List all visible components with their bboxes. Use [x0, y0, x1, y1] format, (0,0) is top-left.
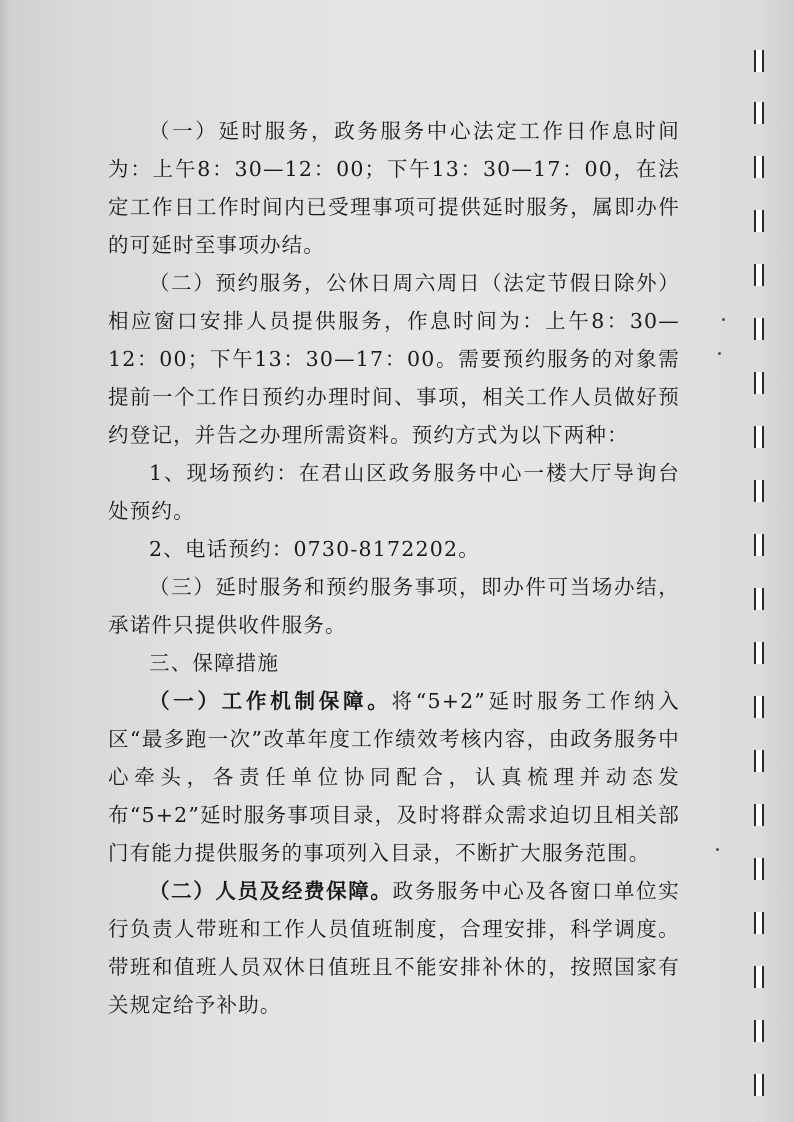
paragraph-lead-bold: （一）工作机制保障。	[149, 689, 392, 713]
paragraph-staff-funding-safeguard	[108, 872, 680, 1024]
perforation-mark	[754, 966, 764, 988]
scan-speck	[716, 848, 719, 851]
perforation-mark	[754, 264, 764, 286]
paragraph-body-text: 政务服务中心及各窗口单位实行负责人带班和工作人员值班制度，合理安排，科学调度。带班和值班人员双休日值班且不能安排补休的，按照国家有关规定给予补助。	[108, 879, 680, 1017]
paragraph-lead-bold: （二）人员及经费保障。	[149, 879, 393, 903]
perforation-mark	[754, 318, 764, 340]
paragraph-phone-appointment: 2、电话预约：0730-8172202。	[149, 537, 480, 561]
perforation-mark	[754, 804, 764, 826]
paragraph-appointment-service: （二）预约服务，公休日周六周日（法定节假日除外）相应窗口安排人员提供服务，作息时间为：上午8：30—12：00；下午13：30—17：00。需要预约服务的对象需提前一个工作日预约办理时间、事项，相关工作人员做好预约登记，并告之办理所需资料。预约方式为以下两种：	[108, 271, 680, 447]
paragraph-mechanism-safeguard	[108, 682, 680, 872]
section-heading-safeguards: 三、保障措施	[149, 651, 280, 675]
perforation-mark	[754, 480, 764, 502]
perforation-mark	[754, 1020, 764, 1042]
perforation-mark	[754, 696, 764, 718]
perforation-mark	[754, 750, 764, 772]
scan-speck	[718, 352, 721, 355]
document-body	[108, 112, 680, 1024]
perforation-mark	[754, 642, 764, 664]
perforation-mark	[754, 588, 764, 610]
perforation-mark	[754, 50, 764, 72]
paragraph-onsite-appointment: 1、现场预约：在君山区政务服务中心一楼大厅导询台处预约。	[108, 461, 680, 523]
scan-shadow-left	[0, 0, 10, 1122]
paragraph-extended-service: （一）延时服务，政务服务中心法定工作日作息时间为：上午8：30—12：00；下午13：30—17：00，在法定工作日工作时间内已受理事项可提供延时服务，属即办件的可延时至事项办结。	[108, 119, 680, 257]
scan-speck	[722, 318, 725, 321]
perforation-mark	[754, 912, 764, 934]
paragraph-service-scope: （三）延时服务和预约服务事项，即办件可当场办结，承诺件只提供收件服务。	[108, 575, 680, 637]
paragraph-body-text: 将“5+2”延时服务工作纳入区“最多跑一次”改革年度工作绩效考核内容，由政务服务中心牵头，各责任单位协同配合，认真梳理并动态发布“5+2”延时服务事项目录，及时将群众需求迫切且相关部门有能力提供服务的事项列入目录，不断扩大服务范围。	[108, 689, 680, 865]
perforation-mark	[754, 858, 764, 880]
perforation-mark	[754, 426, 764, 448]
perforation-mark	[754, 1074, 764, 1096]
perforation-mark	[754, 102, 764, 124]
perforation-mark	[754, 156, 764, 178]
perforation-mark	[754, 372, 764, 394]
perforation-mark	[754, 210, 764, 232]
perforation-mark	[754, 534, 764, 556]
